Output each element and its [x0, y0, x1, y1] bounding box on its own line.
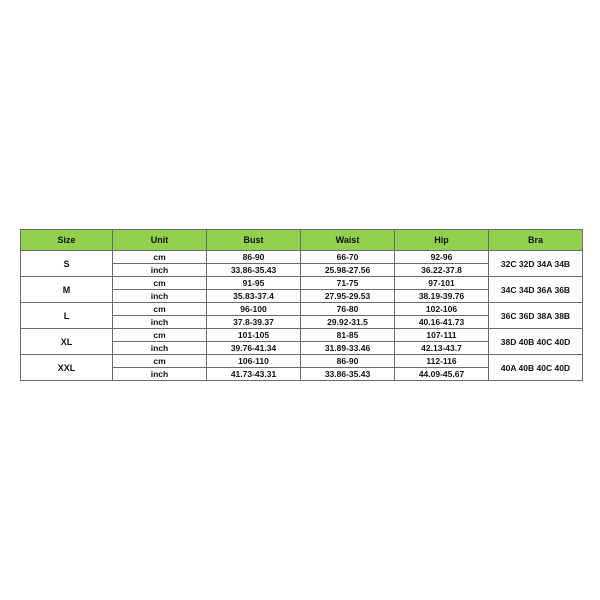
hip-cell: 40.16-41.73: [395, 316, 489, 329]
bust-cell: 96-100: [207, 303, 301, 316]
unit-cell: cm: [113, 355, 207, 368]
bust-cell: 101-105: [207, 329, 301, 342]
hip-cell: 44.09-45.67: [395, 368, 489, 381]
hip-cell: 107-111: [395, 329, 489, 342]
size-cell: XL: [21, 329, 113, 355]
bust-cell: 91-95: [207, 277, 301, 290]
bra-cell: 32C 32D 34A 34B: [489, 251, 583, 277]
hip-cell: 42.13-43.7: [395, 342, 489, 355]
waist-cell: 27.95-29.53: [301, 290, 395, 303]
unit-cell: inch: [113, 316, 207, 329]
unit-cell: inch: [113, 290, 207, 303]
unit-cell: cm: [113, 277, 207, 290]
bra-cell: 34C 34D 36A 36B: [489, 277, 583, 303]
bust-cell: 35.83-37.4: [207, 290, 301, 303]
bra-cell: 38D 40B 40C 40D: [489, 329, 583, 355]
size-cell: L: [21, 303, 113, 329]
waist-cell: 66-70: [301, 251, 395, 264]
unit-cell: cm: [113, 329, 207, 342]
hip-cell: 38.19-39.76: [395, 290, 489, 303]
waist-cell: 25.98-27.56: [301, 264, 395, 277]
header-size: Size: [21, 230, 113, 251]
bust-cell: 106-110: [207, 355, 301, 368]
header-hip: Hip: [395, 230, 489, 251]
bust-cell: 37.8-39.37: [207, 316, 301, 329]
hip-cell: 36.22-37.8: [395, 264, 489, 277]
header-bra: Bra: [489, 230, 583, 251]
waist-cell: 76-80: [301, 303, 395, 316]
waist-cell: 29.92-31.5: [301, 316, 395, 329]
unit-cell: cm: [113, 303, 207, 316]
bust-cell: 86-90: [207, 251, 301, 264]
waist-cell: 31.89-33.46: [301, 342, 395, 355]
waist-cell: 33.86-35.43: [301, 368, 395, 381]
bra-cell: 40A 40B 40C 40D: [489, 355, 583, 381]
waist-cell: 86-90: [301, 355, 395, 368]
bust-cell: 39.76-41.34: [207, 342, 301, 355]
table-row: [21, 303, 583, 316]
waist-cell: 71-75: [301, 277, 395, 290]
hip-cell: 97-101: [395, 277, 489, 290]
header-waist: Waist: [301, 230, 395, 251]
header-unit: Unit: [113, 230, 207, 251]
unit-cell: inch: [113, 368, 207, 381]
waist-cell: 81-85: [301, 329, 395, 342]
unit-cell: cm: [113, 251, 207, 264]
unit-cell: inch: [113, 264, 207, 277]
table-row: [21, 329, 583, 342]
header-row: [21, 230, 583, 251]
bust-cell: 33.86-35.43: [207, 264, 301, 277]
unit-cell: inch: [113, 342, 207, 355]
hip-cell: 112-116: [395, 355, 489, 368]
size-chart-table: [20, 229, 583, 381]
size-cell: M: [21, 277, 113, 303]
bra-cell: 36C 36D 38A 38B: [489, 303, 583, 329]
table-row: [21, 277, 583, 290]
size-cell: S: [21, 251, 113, 277]
header-bust: Bust: [207, 230, 301, 251]
table-row: [21, 355, 583, 368]
hip-cell: 102-106: [395, 303, 489, 316]
bust-cell: 41.73-43.31: [207, 368, 301, 381]
hip-cell: 92-96: [395, 251, 489, 264]
table-row: [21, 251, 583, 264]
size-cell: XXL: [21, 355, 113, 381]
